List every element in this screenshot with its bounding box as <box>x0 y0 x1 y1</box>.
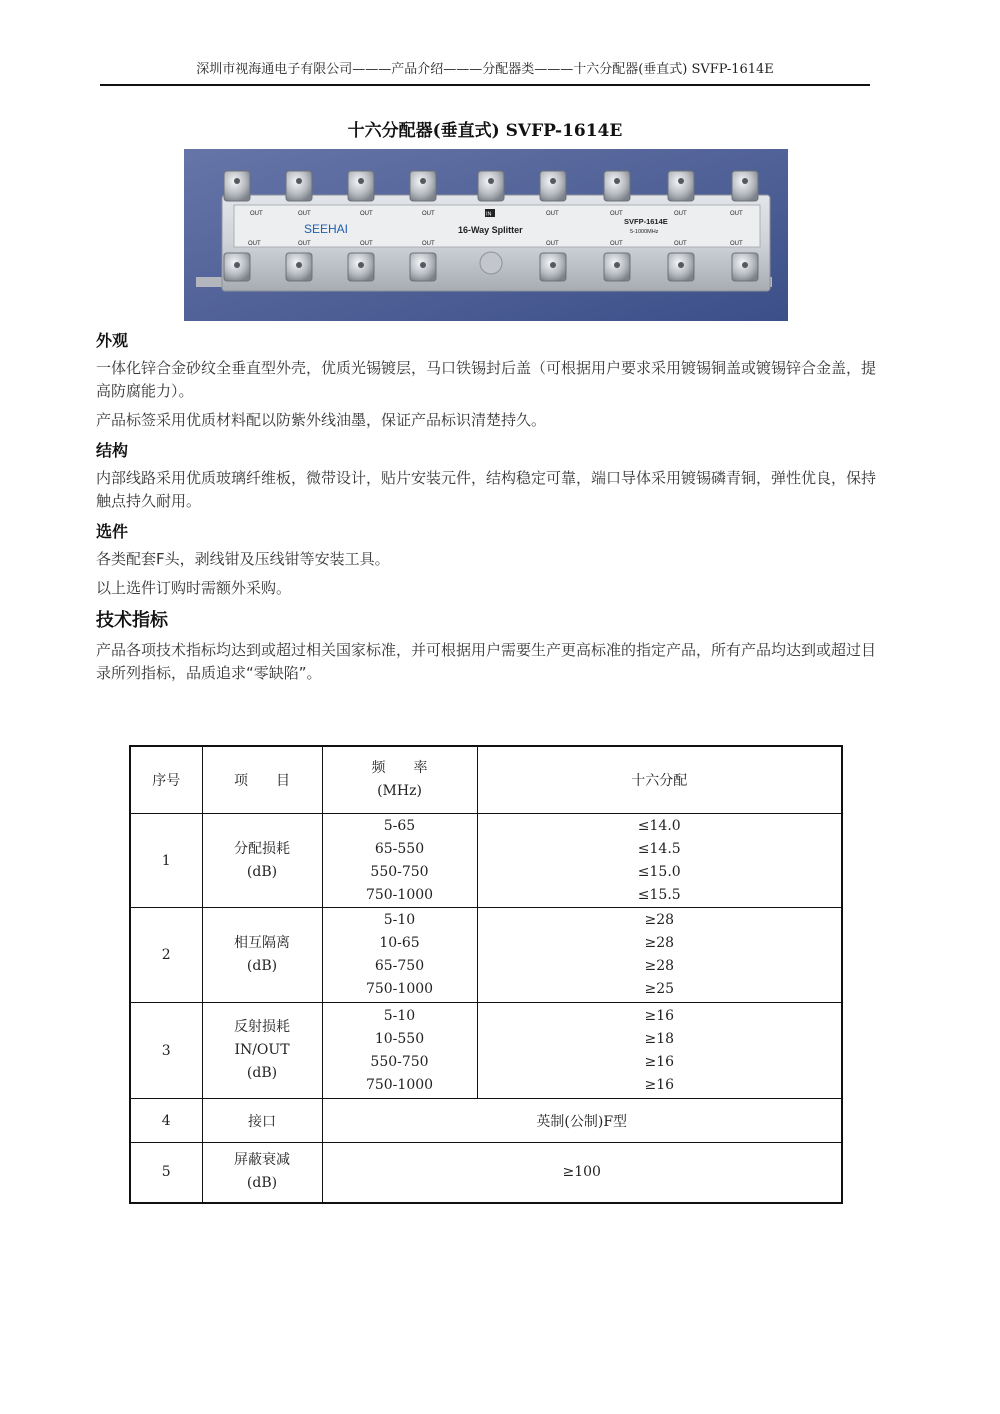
spec-value: ≥16 <box>644 1007 675 1024</box>
page-title: 十六分配器(垂直式) SVFP-1614E <box>347 121 623 141</box>
row-item-line: 屏蔽衰减 <box>234 1152 290 1169</box>
freq-value: 550-750 <box>370 863 429 880</box>
appearance-paragraph-2: 产品标签采用优质材料配以防紫外线油墨，保证产品标识清楚持久。 <box>96 411 547 429</box>
row-freqs <box>322 1003 477 1099</box>
out-label: OUT <box>422 211 435 217</box>
row-no: 3 <box>130 1003 202 1099</box>
header-item: 项 目 <box>202 746 322 814</box>
freq-value: 750-1000 <box>365 886 434 903</box>
out-label: OUT <box>674 211 687 217</box>
appearance-paragraph-1: 一体化锌合金砂纹全垂直型外壳，优质光锡镀层，马口铁锡封后盖（可根据用户要求采用镀锡铜盖或镀锡锌合金盖，提高防腐能力）。 <box>96 359 877 400</box>
table-header-row <box>130 746 842 814</box>
options-paragraph-1: 各类配套F头，剥线钳及压线钳等安装工具。 <box>96 550 390 568</box>
options-paragraph-2: 以上选件订购时需额外采购。 <box>96 579 292 597</box>
header-freq-line2: (MHz) <box>377 783 422 799</box>
row-item <box>202 814 322 908</box>
in-label: IN <box>486 211 492 218</box>
out-label: OUT <box>730 241 743 247</box>
freq-value: 550-750 <box>370 1053 429 1070</box>
out-label: OUT <box>610 211 623 217</box>
spec-value: ≥28 <box>644 912 675 928</box>
freq-label: 5-1000MHz <box>630 229 659 235</box>
header-divider <box>100 84 870 86</box>
row-freqs <box>322 814 477 908</box>
row-no: 1 <box>130 814 202 908</box>
spec-value: ≤14.0 <box>637 817 681 834</box>
row-no: 4 <box>130 1099 202 1143</box>
spec-value: ≥18 <box>644 1030 675 1047</box>
row-item <box>202 1143 322 1203</box>
row-value-merged: 英制(公制)F型 <box>322 1099 842 1143</box>
header-no: 序号 <box>130 746 202 814</box>
out-label: OUT <box>250 211 263 217</box>
freq-value: 750-1000 <box>365 981 434 997</box>
header-freq <box>322 746 477 814</box>
out-label: OUT <box>298 241 311 247</box>
row-item-line: IN/OUT <box>234 1042 290 1058</box>
freq-value: 750-1000 <box>365 1076 434 1093</box>
table-row <box>130 908 842 1003</box>
out-label: OUT <box>674 241 687 247</box>
table-row <box>130 1143 842 1203</box>
table-row <box>130 1099 842 1143</box>
brand-logo: SEEHAI <box>304 222 349 236</box>
out-label: OUT <box>730 211 743 217</box>
row-item-line: (dB) <box>246 1175 278 1192</box>
out-label: OUT <box>610 241 623 247</box>
row-item <box>202 908 322 1003</box>
structure-paragraph-1: 内部线路采用优质玻璃纤维板，微带设计，贴片安装元件，结构稳定可靠，端口导体采用镀锡磷青铜，弹性优良，保持触点持久耐用。 <box>96 469 877 510</box>
freq-value: 5-65 <box>383 817 416 834</box>
row-item-line: 分配损耗 <box>234 840 290 857</box>
spec-table <box>129 745 843 1204</box>
out-label: OUT <box>546 211 559 217</box>
spec-value: ≥28 <box>644 935 675 951</box>
section-heading-specs: 技术指标 <box>96 610 168 631</box>
spec-value: ≤14.5 <box>637 840 681 857</box>
model-label: SVFP-1614E <box>624 217 668 226</box>
row-item-line: 反射损耗 <box>234 1019 290 1035</box>
table-row <box>130 814 842 908</box>
row-values <box>477 814 842 908</box>
out-label: OUT <box>360 241 373 247</box>
out-label: OUT <box>546 241 559 247</box>
top-ports <box>224 171 758 201</box>
row-item-line: 相互隔离 <box>234 935 290 951</box>
freq-value: 65-750 <box>374 958 425 974</box>
spec-value: ≤15.5 <box>637 886 681 903</box>
section-heading-structure: 结构 <box>96 441 129 460</box>
freq-value: 5-10 <box>383 912 416 928</box>
out-label: OUT <box>248 241 261 247</box>
row-freqs <box>322 908 477 1003</box>
spec-value: ≥16 <box>644 1076 675 1093</box>
row-item <box>202 1003 322 1099</box>
freq-value: 10-550 <box>374 1030 425 1047</box>
out-label: OUT <box>422 241 435 247</box>
out-label: OUT <box>298 211 311 217</box>
table-row <box>130 1003 842 1099</box>
header-freq-line1: 频 率 <box>371 760 428 776</box>
spec-value: ≥28 <box>644 958 675 974</box>
row-item: 接口 <box>202 1099 322 1143</box>
product-label: 16-Way Splitter <box>458 225 523 235</box>
row-item-line: (dB) <box>246 958 278 974</box>
header-value: 十六分配 <box>477 746 842 814</box>
out-label: OUT <box>360 211 373 217</box>
row-item-line: (dB) <box>246 1065 278 1081</box>
freq-value: 10-65 <box>379 935 420 951</box>
product-photo <box>184 149 788 321</box>
row-value-merged: ≥100 <box>322 1143 842 1203</box>
freq-value: 65-550 <box>374 840 425 857</box>
row-item-line: (dB) <box>246 863 278 880</box>
freq-value: 5-10 <box>383 1007 416 1024</box>
spec-value: ≥25 <box>644 981 675 997</box>
page-header: 深圳市视海通电子有限公司———产品介绍———分配器类———十六分配器(垂直式) SVFP-1614E <box>196 62 774 77</box>
spec-value: ≥16 <box>644 1053 675 1070</box>
section-heading-appearance: 外观 <box>96 331 129 350</box>
row-no: 2 <box>130 908 202 1003</box>
section-heading-options: 选件 <box>96 522 129 541</box>
row-no: 5 <box>130 1143 202 1203</box>
spec-value: ≤15.0 <box>637 863 681 880</box>
specs-paragraph-1: 产品各项技术指标均达到或超过相关国家标准，并可根据用户需要生产更高标准的指定产品，所有产品均达到或超过目录所列指标，品质追求“零缺陷”。 <box>96 641 877 682</box>
content-body <box>96 328 886 691</box>
row-values <box>477 1003 842 1099</box>
row-values <box>477 908 842 1003</box>
